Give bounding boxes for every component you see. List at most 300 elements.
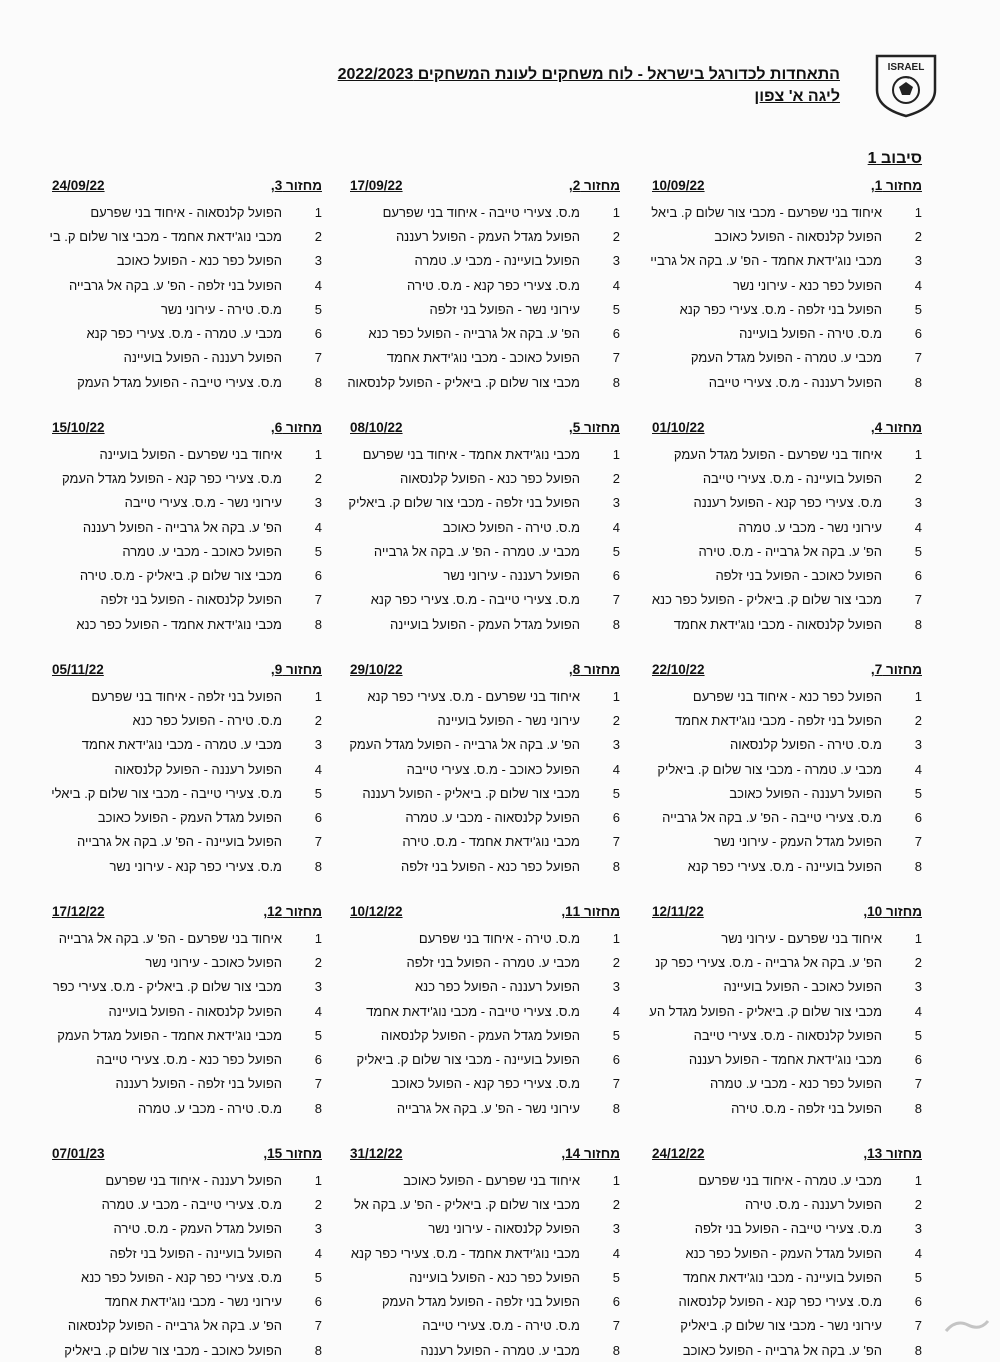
match-teams: הפועל רעננה - מ.ס. טירה [745, 1196, 882, 1212]
match-number: 8 [914, 616, 922, 632]
match-number: 8 [314, 616, 322, 632]
match-number: 2 [914, 470, 922, 486]
match-row [350, 1096, 620, 1120]
match-teams: הפועל כאוכב - הפועל בני זלפה [715, 568, 882, 584]
match-number: 2 [314, 1196, 322, 1212]
match-teams: מכבי צור שלום ק. ביאליק - הפועל כפר כנא [651, 592, 882, 608]
match-row [350, 1023, 620, 1047]
match-teams: הפועל רעננה - עירוני נשר [443, 568, 580, 584]
matchday-name: מחזור 11, [561, 904, 620, 919]
match-teams: הפועל רעננה - איחוד בני שפרעם [105, 1172, 282, 1188]
match-row [350, 539, 620, 563]
matchday-name: מחזור 10, [863, 904, 922, 919]
match-row [652, 1265, 922, 1289]
match-teams: מכבי נוג'ידאת אחמד - מ.ס. צעירי כפר קנא [350, 1245, 580, 1261]
match-row [652, 346, 922, 370]
match-number: 2 [612, 228, 620, 244]
matchday-block [52, 660, 322, 878]
match-row [652, 854, 922, 878]
match-teams: הפועל קלנסאוה - מ.ס. צעירי טייבה [693, 1027, 882, 1043]
matchday-date: 01/10/22 [652, 420, 705, 435]
match-teams: מ.ס. טירה - הפועל כאוכב [442, 519, 580, 535]
match-number: 8 [914, 1100, 922, 1116]
page-header [140, 64, 840, 108]
matchday-name: מחזור 4, [870, 420, 922, 435]
matchday-date: 17/12/22 [52, 904, 105, 919]
match-row [350, 1047, 620, 1071]
matchday-block [649, 902, 922, 1120]
match-teams: מכבי צור שלום ק. ביאליק - הפועל קלנסאוה [347, 374, 580, 390]
match-number: 3 [914, 737, 922, 753]
match-teams: איחוד בני שפרעם - הפועל מגדל העמק [673, 446, 882, 462]
match-number: 7 [914, 1076, 922, 1092]
match-row [52, 1023, 322, 1047]
match-teams: הפועל קלנסאוה - הפועל כאוכב [714, 228, 882, 244]
match-teams: מ.ס. צעירי כפר קנא - הפועל מגדל העמק [61, 470, 282, 486]
match-row [350, 1289, 620, 1313]
match-teams: מכבי ע. טמרה - איחוד בני שפרעם [698, 1172, 882, 1188]
match-number: 8 [612, 1100, 620, 1116]
matchday-date: 05/11/22 [52, 662, 104, 677]
match-teams: מ.ס. צעירי כפר קנא - מ.ס. טירה [407, 277, 580, 293]
match-teams: מ.ס. צעירי כפר קנא - הפועל כאוכב [391, 1076, 580, 1092]
match-number: 7 [612, 350, 620, 366]
match-number: 6 [612, 568, 620, 584]
match-teams: הפועל כאוכב - עירוני נשר [145, 954, 282, 970]
match-number: 7 [612, 1076, 620, 1092]
match-teams: הפועל קלנסאוה - עירוני נשר [428, 1221, 580, 1237]
matchday-header [52, 1144, 322, 1164]
match-number: 1 [612, 930, 620, 946]
match-row [52, 999, 322, 1023]
match-row [52, 1338, 322, 1362]
match-row [652, 926, 922, 950]
match-number: 5 [612, 543, 620, 559]
match-teams: הפועל רעננה - הפועל בועיינה [123, 350, 282, 366]
match-teams: מכבי צור שלום ק. ביאליק - הפועל רעננה [362, 785, 580, 801]
match-row [652, 370, 922, 394]
page-title: התאחדות לכדורגל בישראל - לוח משחקים לעונת המשחקים 2022/2023 [337, 66, 840, 83]
matchday-header [652, 418, 922, 438]
match-row [350, 588, 620, 612]
matchday-header [652, 176, 922, 196]
match-teams: מכבי ע. טמרה - הפועל מגדל העמק [690, 350, 882, 366]
matchday-name: מחזור 12, [263, 904, 322, 919]
matchday-block [652, 660, 922, 878]
matchday-name: מחזור 15, [263, 1146, 322, 1161]
match-teams: הפ' ע. בקה אל גרבייה - הפועל כאוכב [682, 1342, 882, 1358]
match-teams: הפ' ע. בקה אל גרבייה - הפועל קלנסאוה [67, 1318, 282, 1334]
match-row [652, 1023, 922, 1047]
match-teams: מ.ס. צעירי טייבה - מכבי ע. טמרה [101, 1196, 282, 1212]
match-number: 4 [314, 1245, 322, 1261]
match-teams: מכבי נוג'ידאת אחמד - מ.ס. טירה [402, 834, 580, 850]
match-number: 4 [612, 1245, 620, 1261]
match-number: 4 [914, 761, 922, 777]
match-row [652, 1241, 922, 1265]
match-number: 6 [314, 568, 322, 584]
match-row [350, 1168, 620, 1192]
match-row [652, 805, 922, 829]
league-title: ליגה א' צפון [754, 88, 840, 105]
match-number: 3 [612, 1221, 620, 1237]
match-teams: מ.ס. טירה - הפועל בועיינה [739, 326, 882, 342]
match-teams: איחוד בני שפרעם - הפ' ע. בקה אל גרבייה [58, 930, 282, 946]
match-number: 1 [612, 1172, 620, 1188]
matchday-header [652, 1144, 922, 1164]
matchday-name: מחזור 6, [270, 420, 322, 435]
match-teams: עירוני נשר - מכבי ע. טמרה [738, 519, 882, 535]
match-teams: הפ' ע. בקה אל גרבייה - מ.ס. צעירי כפר קנ [655, 954, 882, 970]
match-row [350, 684, 620, 708]
match-number: 3 [314, 495, 322, 511]
match-teams: עירוני נשר - הפועל בועיינה [437, 712, 580, 728]
match-number: 3 [914, 253, 922, 269]
match-row [652, 297, 922, 321]
match-teams: הפועל רעננה - הפועל כפר כנא [415, 979, 580, 995]
match-row [52, 370, 322, 394]
match-teams: הפועל כאוכב - מכבי ע. טמרה [122, 543, 282, 559]
match-number: 3 [914, 979, 922, 995]
matchday-name: מחזור 1, [870, 178, 922, 193]
matchday-name: מחזור 13, [863, 1146, 922, 1161]
match-teams: הפועל מגדל העמק - מ.ס. טירה [113, 1221, 282, 1237]
match-number: 4 [612, 1003, 620, 1019]
match-teams: איחוד בני שפרעם - עירוני נשר [721, 930, 882, 946]
round-title: סיבוב 1 [867, 150, 922, 167]
match-teams: מ.ס. צעירי כפר קנא - הפועל קלנסאוה [678, 1294, 882, 1310]
match-teams: מ.ס. צעירי כפר קנא - הפועל כפר כנא [81, 1269, 282, 1285]
match-row [350, 1338, 620, 1362]
matchday-date: 08/10/22 [350, 420, 403, 435]
match-teams: הפ' ע. בקה אל גרבייה - הפועל מגדל העמק [349, 737, 580, 753]
match-row [350, 346, 620, 370]
match-teams: הפועל בני זלפה - הפועל מגדל העמק [381, 1294, 580, 1310]
match-row [350, 1072, 620, 1096]
match-list [350, 442, 620, 636]
matchday-header [52, 902, 322, 922]
matchday-header [652, 660, 922, 680]
match-row [350, 249, 620, 273]
match-row [652, 273, 922, 297]
match-number: 8 [314, 374, 322, 390]
match-number: 1 [914, 930, 922, 946]
matchday-name: מחזור 3, [270, 178, 322, 193]
match-number: 5 [914, 301, 922, 317]
match-number: 1 [314, 688, 322, 704]
match-teams: הפועל כאוכב - הפועל בועיינה [723, 979, 882, 995]
match-number: 1 [914, 688, 922, 704]
match-teams: הפועל בועיינה - מ.ס. צעירי טייבה [702, 470, 882, 486]
match-number: 5 [314, 1027, 322, 1043]
match-list [49, 200, 322, 394]
match-row [652, 563, 922, 587]
match-row [52, 612, 322, 636]
match-teams: מ.ס. טירה - מכבי ע. טמרה [137, 1100, 282, 1116]
match-number: 7 [314, 834, 322, 850]
match-teams: הפועל בני זלפה - איחוד בני שפרעם [91, 688, 282, 704]
match-row [347, 370, 620, 394]
matchday-date: 24/12/22 [652, 1146, 705, 1161]
match-number: 2 [914, 228, 922, 244]
match-teams: מכבי נוג'ידאת אחמד - הפועל רעננה [688, 1052, 882, 1068]
match-teams: הפועל כאוכב - מכבי נוג'ידאת אחמד [386, 350, 580, 366]
match-row [652, 466, 922, 490]
match-number: 5 [612, 1027, 620, 1043]
match-number: 3 [612, 737, 620, 753]
match-row [652, 612, 922, 636]
match-teams: הפועל רעננה - הפועל כאוכב [729, 785, 882, 801]
match-row [350, 1241, 620, 1265]
match-teams: הפועל מגדל העמק - הפועל בועיינה [390, 616, 580, 632]
match-number: 4 [612, 519, 620, 535]
match-number: 4 [914, 519, 922, 535]
match-teams: הפועל מגדל העמק - הפועל כפר כנא [685, 1245, 882, 1261]
match-row [652, 224, 922, 248]
match-row [652, 515, 922, 539]
match-number: 7 [914, 592, 922, 608]
match-row [52, 200, 322, 224]
match-number: 4 [914, 277, 922, 293]
match-teams: הפועל מגדל העמק - הפועל קלנסאוה [380, 1027, 580, 1043]
match-number: 2 [914, 954, 922, 970]
match-row [350, 830, 620, 854]
match-teams: מ.ס. צעירי טייבה - מכבי נוג'ידאת אחמד [366, 1003, 580, 1019]
match-row [52, 297, 322, 321]
match-teams: הפועל כפר כנא - הפועל כאוכב [116, 253, 282, 269]
match-row [52, 1241, 322, 1265]
match-row [350, 1192, 620, 1216]
match-teams: מ.ס. צעירי טייבה - הפ' ע. בקה אל גרבייה [662, 810, 882, 826]
match-number: 7 [314, 350, 322, 366]
match-row [652, 1096, 922, 1120]
matchday-name: מחזור 9, [270, 662, 322, 677]
matchday-block [350, 1144, 620, 1362]
match-number: 5 [612, 1269, 620, 1285]
matchday-header [652, 902, 922, 922]
match-number: 8 [914, 1342, 922, 1358]
match-teams: איחוד בני שפרעם - הפועל בועיינה [99, 446, 282, 462]
match-teams: הפועל מגדל העמק - הפועל כאוכב [97, 810, 282, 826]
match-row [652, 491, 922, 515]
matchday-name: מחזור 5, [568, 420, 620, 435]
matchday-date: 17/09/22 [350, 178, 403, 193]
match-number: 4 [314, 1003, 322, 1019]
match-row [52, 975, 322, 999]
matchday-header [350, 176, 620, 196]
match-number: 5 [314, 785, 322, 801]
match-row [652, 442, 922, 466]
match-teams: הפועל כפר כנא - הפועל בועיינה [409, 1269, 580, 1285]
match-teams: הפועל קלנסאוה - הפועל בני זלפה [100, 592, 282, 608]
match-row [52, 684, 322, 708]
match-number: 8 [914, 858, 922, 874]
match-number: 7 [914, 834, 922, 850]
match-teams: הפועל מגדל העמק - עירוני נשר [713, 834, 882, 850]
match-row [52, 442, 322, 466]
match-row [52, 588, 322, 612]
match-number: 1 [314, 204, 322, 220]
match-number: 1 [914, 1172, 922, 1188]
match-row [52, 708, 322, 732]
match-teams: מ.ס. צעירי טייבה - מ.ס. צעירי כפר קנא [370, 592, 580, 608]
match-number: 3 [314, 1221, 322, 1237]
match-number: 2 [314, 954, 322, 970]
match-number: 5 [914, 543, 922, 559]
match-row [52, 950, 322, 974]
matchday-block [52, 902, 322, 1120]
matchday-date: 31/12/22 [350, 1146, 403, 1161]
match-row [350, 1314, 620, 1338]
matchday-date: 10/09/22 [652, 178, 705, 193]
match-row [652, 733, 922, 757]
match-list [52, 442, 322, 636]
match-teams: עירוני נשר - מ.ס. צעירי טייבה [124, 495, 282, 511]
match-row [52, 346, 322, 370]
match-teams: הפועל כאוכב - מכבי צור שלום ק. ביאליק [64, 1342, 282, 1358]
match-row [652, 321, 922, 345]
match-row [652, 200, 922, 224]
match-number: 3 [314, 979, 322, 995]
match-teams: הפועל רעננה - מ.ס. צעירי טייבה [708, 374, 882, 390]
match-number: 3 [612, 979, 620, 995]
match-number: 4 [612, 761, 620, 777]
match-row [52, 466, 322, 490]
match-row [52, 1047, 322, 1071]
match-number: 2 [314, 470, 322, 486]
match-teams: מכבי נוג'ידאת אחמד - הפ' ע. בקה אל גרביי [650, 253, 882, 269]
match-row [652, 249, 922, 273]
match-number: 7 [914, 1318, 922, 1334]
match-number: 1 [914, 204, 922, 220]
match-list [350, 1168, 620, 1362]
match-row [52, 805, 322, 829]
match-row [350, 466, 620, 490]
matchday-date: 07/01/23 [52, 1146, 105, 1161]
match-teams: מכבי צור שלום ק. ביאליק - מ.ס. טירה [79, 568, 282, 584]
match-list [52, 684, 322, 878]
match-teams: מ.ס. טירה - הפועל קלנסאוה [729, 737, 882, 753]
match-number: 7 [314, 1318, 322, 1334]
match-number: 3 [314, 737, 322, 753]
match-teams: הפ' ע. בקה אל גרבייה - הפועל כפר כנא [368, 326, 580, 342]
match-teams: הפועל בני זלפה - מכבי צור שלום ק. ביאליק [348, 495, 580, 511]
match-teams: מ.ס. טירה - עירוני נשר [160, 301, 282, 317]
match-row [52, 491, 322, 515]
match-number: 1 [314, 1172, 322, 1188]
match-teams: מכבי נוג'ידאת אחמד - מכבי צור שלום ק. בי [49, 228, 282, 244]
match-row [652, 684, 922, 708]
match-number: 4 [314, 519, 322, 535]
match-number: 2 [612, 470, 620, 486]
match-row [652, 1192, 922, 1216]
match-teams: עירוני נשר - הפועל בני זלפה [429, 301, 580, 317]
match-number: 6 [914, 326, 922, 342]
match-row [52, 1289, 322, 1313]
match-number: 6 [612, 1052, 620, 1068]
association-logo [867, 50, 945, 120]
match-row [350, 805, 620, 829]
matchday-date: 29/10/22 [350, 662, 403, 677]
match-row [652, 1072, 922, 1096]
matchday-header [52, 176, 322, 196]
match-teams: הפועל כפר כנא - הפועל בני זלפה [401, 858, 580, 874]
match-number: 7 [612, 592, 620, 608]
match-row [350, 612, 620, 636]
match-row [652, 1338, 922, 1362]
match-list [652, 1168, 922, 1362]
match-teams: מכבי נוג'ידאת אחמד - הפועל מגדל העמק [57, 1027, 282, 1043]
matchday-block [350, 418, 620, 636]
match-teams: הפועל בני זלפה - הפ' ע. בקה אל גרבייה [68, 277, 282, 293]
match-number: 1 [612, 204, 620, 220]
match-teams: עירוני נשר - מכבי צור שלום ק. ביאליק [680, 1318, 882, 1334]
match-number: 4 [914, 1003, 922, 1019]
match-number: 5 [314, 1269, 322, 1285]
match-teams: איחוד בני שפרעם - הפועל כאוכב [403, 1172, 580, 1188]
match-number: 2 [612, 712, 620, 728]
match-row [52, 854, 322, 878]
match-number: 6 [612, 326, 620, 342]
matchday-name: מחזור 14, [561, 1146, 620, 1161]
match-number: 6 [612, 810, 620, 826]
match-teams: מכבי צור שלום ק. ביאליק - הפועל מגדל הע [649, 1003, 882, 1019]
matchday-block [49, 176, 322, 394]
match-row [52, 1168, 322, 1192]
match-number: 8 [612, 858, 620, 874]
match-number: 6 [914, 810, 922, 826]
match-teams: עירוני נשר - מכבי נוג'ידאת אחמד [104, 1294, 282, 1310]
match-row [652, 830, 922, 854]
match-number: 1 [612, 688, 620, 704]
match-number: 2 [914, 1196, 922, 1212]
match-row [350, 733, 620, 757]
match-row [350, 757, 620, 781]
match-number: 3 [914, 1221, 922, 1237]
match-row [350, 491, 620, 515]
match-number: 7 [314, 1076, 322, 1092]
match-number: 4 [612, 277, 620, 293]
match-list [649, 926, 922, 1120]
match-number: 3 [612, 495, 620, 511]
match-teams: הפועל כפר כנא - מ.ס. צעירי טייבה [96, 1052, 282, 1068]
match-row [652, 708, 922, 732]
match-number: 6 [314, 1052, 322, 1068]
match-row [350, 200, 620, 224]
match-list [350, 926, 620, 1120]
watermark [942, 1315, 992, 1337]
match-number: 8 [612, 374, 620, 390]
match-teams: מ.ס. צעירי טייבה - מכבי צור שלום ק. ביאלי [51, 785, 282, 801]
match-teams: הפועל בועיינה - הפועל בני זלפה [109, 1245, 282, 1261]
match-teams: הפועל קלנסאוה - מכבי ע. טמרה [405, 810, 580, 826]
match-number: 1 [914, 446, 922, 462]
match-list [347, 200, 620, 394]
match-teams: הפועל רעננה - הפועל קלנסאוה [114, 761, 282, 777]
match-teams: מ.ס. טירה - הפועל כפר כנא [132, 712, 282, 728]
match-number: 2 [314, 228, 322, 244]
match-teams: איחוד בני שפרעם - מכבי צור שלום ק. ביאל [651, 204, 882, 220]
match-number: 5 [612, 301, 620, 317]
matchday-block [350, 902, 620, 1120]
match-row [350, 563, 620, 587]
match-teams: הפועל מגדל העמק - הפועל רעננה [395, 228, 580, 244]
match-number: 4 [314, 761, 322, 777]
matchday-block [652, 418, 922, 636]
match-list [652, 442, 922, 636]
match-row [350, 950, 620, 974]
match-row [52, 1265, 322, 1289]
